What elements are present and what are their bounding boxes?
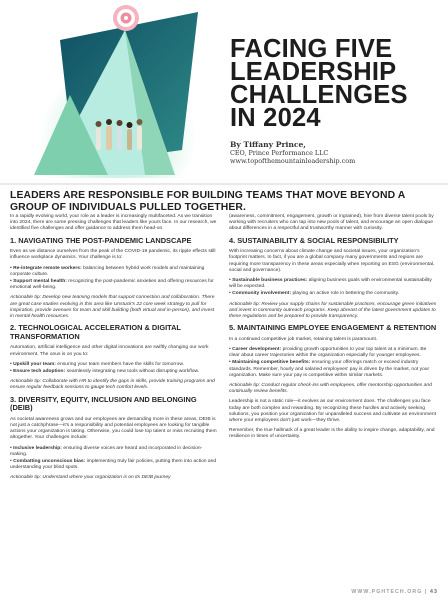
actionable-tip — [10, 379, 219, 391]
footer-site-link[interactable]: WWW.PGHTECH.ORG — [351, 589, 423, 595]
list-item — [10, 369, 219, 375]
section-heading: 2. TECHNOLOGICAL ACCELERATION & DIGITAL TRANSFORMATION — [10, 323, 181, 341]
tip-text: Review your supply chains for sustainable practices, encourage green initiatives and invest in community outreach programs. Keep abreast of the latest government updates to these regulations and be prepared to provide transparency. — [229, 301, 437, 320]
bullet-list — [10, 446, 219, 472]
tip-label: Actionable tip: — [229, 301, 261, 307]
bullet-text: ensuring your offerings match or exceed industry standards. Remember, hourly and salaried employees' pay is driven by the market, not your organization. Make sure your pay is competitive within similar markets. — [229, 360, 430, 378]
tip-text: Develop new teaming models that support connection and collaboration. There are great case studies evolving in this area like Unstuck's 22 core week strategy to pull for inspiration, provide avenues for team and skill building (both virtual and in-person), and invest in mental health resources. — [10, 295, 215, 320]
byline — [230, 140, 445, 166]
bullet-text: implementing truly fair policies, putting them into action and understanding your blind spots. — [10, 459, 217, 471]
section-body: In a continued competitive job market, retaining talent is paramount. — [229, 336, 378, 342]
list-item — [10, 459, 219, 471]
bullet-list — [10, 266, 219, 292]
author-role: CEO, Prince Performance LLC — [230, 149, 329, 157]
bullet-label: • Maintaining competitive benefits: — [229, 360, 311, 366]
bullet-text: playing an active role in bettering the community. — [291, 291, 400, 297]
bullet-text: recognizing the post-pandemic anxieties and offering resources for emotional well-being. — [10, 279, 214, 291]
tip-label: Actionable tip: — [10, 475, 42, 481]
author-website[interactable]: www.topofthemountainleadership.com — [230, 157, 356, 166]
bullet-label: • Combatting unconscious bias: — [10, 459, 86, 465]
bullet-label: • Inclusive leadership: — [10, 445, 62, 451]
divider-band — [0, 183, 448, 185]
bullet-label: • Re-integrate remote workers: — [10, 265, 82, 271]
actionable-tip — [229, 302, 438, 321]
tip-text: Collaborate with HR to identify the gaps in skills, provide training programs and ensure regular feedback sessions to gauge tech comfort levels. — [10, 379, 215, 391]
list-item — [229, 278, 438, 290]
article-title — [230, 35, 445, 132]
section-continuation: (awareness, commitment, engagement, growth or ingrained), hire from diverse talent pools by working with recruiters who can tap into new pools of talent, and encourage an open dialogue about differences in a respectful and trustworthy manner with curiosity. — [229, 214, 434, 232]
author-name: By Tiffany Prince, — [230, 140, 306, 149]
target-icon — [113, 5, 139, 31]
right-column — [229, 214, 438, 445]
intro-paragraph: In a rapidly evolving world, your role as a leader is increasingly multifaceted. As we transition into 2024, there are some pressing challenges that leaders like yours face. In our research, we identified five challenges and offer guidance to address them head-on. — [10, 214, 217, 232]
section-body: With increasing concerns about climate change and societal issues, your organization's footprint matters. In fact, if you are a global company many governments and regions are requiring more transparency in these areas especially when reporting on ESG (environmental, social and governance). — [229, 249, 435, 273]
bullet-text: aligning business goals with environmental sustainability will be expected. — [229, 278, 432, 290]
title-line: CHALLENGES — [230, 81, 408, 109]
section-body: As societal awareness grows and our employees are demanding more in these areas, DEIB is not just a catchphrase—it's a responsibility and potential employees are looking for tangible actions your organization is taking. Otherwise, you could lose top talent or miss recruiting them altogether. Your challenges include: — [10, 416, 217, 441]
bullet-text: providing growth opportunities to your top talent at a minimum. Be clear about career trajectories within the organization especially for younger employees. — [229, 347, 427, 359]
bullet-label: • Upskill your team: — [10, 361, 56, 367]
section-body: Automation, artificial intelligence and other digital innovations are swiftly changing our work environment. The onus is on you to: — [10, 345, 209, 357]
list-item — [229, 291, 438, 297]
tip-text: Conduct regular check-ins with employees, offer mentorship opportunities and continually review benefits. — [229, 383, 432, 395]
bullet-label: • Ensure tech adoption: — [10, 369, 66, 375]
list-item — [10, 362, 219, 368]
bullet-list — [10, 362, 219, 375]
left-column — [10, 214, 219, 486]
article-headline: LEADERS ARE RESPONSIBLE FOR BUILDING TEAMS THAT MOVE BEYOND A GROUP OF INDIVIDUALS PULLED TOGETHER. — [10, 190, 405, 213]
section-heading: 3. DIVERSITY, EQUITY, INCLUSION AND BELONGING (DEIB) — [10, 394, 197, 413]
actionable-tip — [229, 383, 438, 395]
actionable-tip — [10, 475, 219, 481]
section-heading: 5. MAINTAINING EMPLOYEE ENGAGEMENT & RETENTION — [229, 323, 437, 333]
bullet-list — [229, 347, 438, 379]
bullet-label: • Support mental health: — [10, 279, 67, 285]
tip-label: Actionable tip: — [10, 379, 42, 385]
section-body: Even as we distance ourselves from the peak of the COVID-19 pandemic, its ripple effects still influence workplace dynamics. Your challenge is to: — [10, 249, 216, 261]
actionable-tip — [10, 295, 219, 320]
bullet-text: balancing between hybrid work models and maintaining corporate culture. — [10, 265, 205, 277]
bullet-text: seamlessly integrating new tools without disrupting workflow. — [65, 369, 200, 375]
page-footer — [351, 589, 438, 595]
bullet-text: ensuring diverse voices are heard and incorporated in decision-making. — [10, 445, 203, 457]
bullet-text: ensuring your team members have the skills for tomorrow. — [55, 361, 185, 367]
list-item — [10, 266, 219, 278]
closing-paragraph: Leadership is not a static role—it evolves as our environment does. The challenges you face today are both complex and rewarding. By recognizing these hurdles and actively seeking solutions, you position your organization for unparalleled success and cultivate an environment where your employees don't just work—they thrive. — [229, 399, 436, 424]
bullet-label: • Sustainable business practices: — [229, 278, 308, 284]
tip-label: Actionable tip: — [229, 383, 261, 389]
title-line: LEADERSHIP — [230, 58, 397, 86]
page-number: 43 — [430, 589, 438, 595]
title-line: IN 2024 — [230, 104, 321, 132]
section-heading: 4. SUSTAINABILITY & SOCIAL RESPONSIBILITY — [229, 235, 399, 245]
tip-text: Understand where your organization is on its DEIB journey — [41, 475, 171, 481]
title-line: FACING FIVE — [230, 35, 393, 63]
section-heading: 1. NAVIGATING THE POST-PANDEMIC LANDSCAPE — [10, 235, 192, 245]
bullet-list — [229, 278, 438, 298]
footer-separator: | — [422, 589, 431, 595]
list-item — [229, 360, 438, 379]
bullet-label: • Community involvement: — [229, 291, 292, 297]
list-item — [229, 347, 438, 359]
hero-section — [0, 0, 448, 183]
list-item — [10, 279, 219, 291]
list-item — [10, 446, 219, 458]
tip-label: Actionable tip: — [10, 295, 42, 301]
bullet-label: • Career development: — [229, 347, 282, 353]
closing-paragraph: Remember, the true hallmark of a great leader is the ability to inspire change, adaptability, and resilience in times of uncertainty. — [229, 428, 435, 440]
mountain-illustration — [0, 0, 230, 183]
